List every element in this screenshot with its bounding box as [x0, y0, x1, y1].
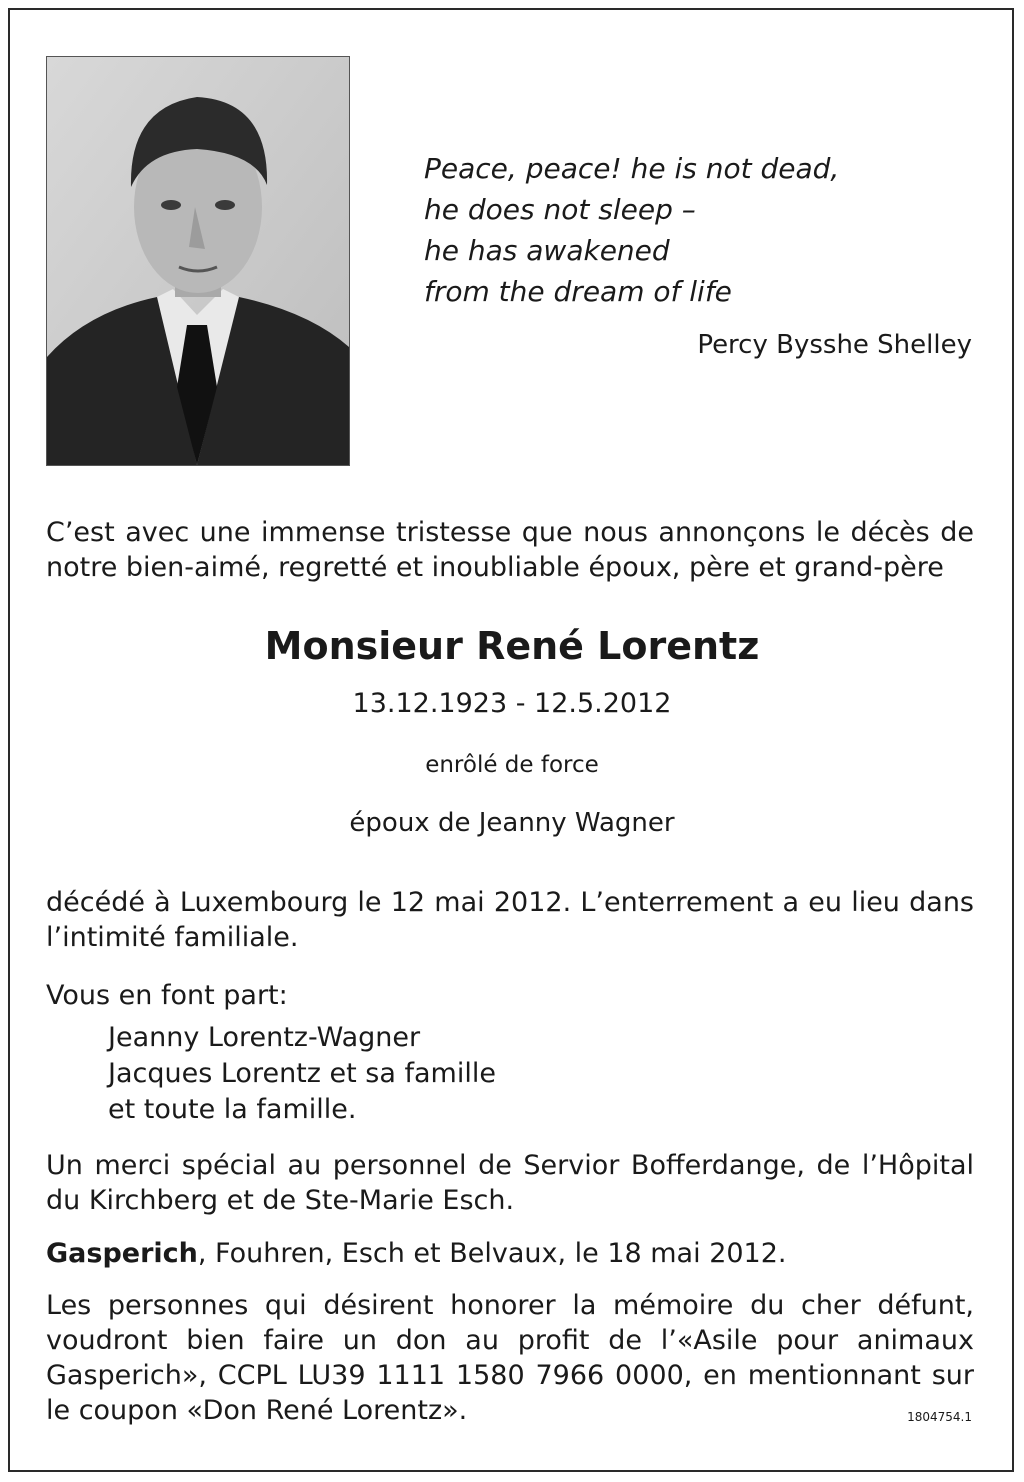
reference-number: 1804754.1 — [907, 1410, 972, 1424]
place-name: Gasperich — [46, 1238, 198, 1269]
poem-line: he does not sleep – — [424, 193, 696, 226]
place-date-rest: , Fouhren, Esch et Belvaux, le 18 mai 2012. — [197, 1238, 787, 1269]
announcer-name: Jeanny Lorentz-Wagner — [108, 1022, 421, 1053]
poem-line: he has awakened — [424, 234, 670, 267]
forced-conscript-note: enrôlé de force — [425, 752, 599, 778]
portrait-photo — [46, 56, 350, 466]
announcer-name: et toute la famille. — [108, 1094, 357, 1125]
donation-text: Les personnes qui désirent honorer la mémoire du cher défunt, voudront bien faire un don au profit de l’«Asile pour animaux Gasperich», CCPL LU39 1111 1580 7966 0000, en mentionnant sur le coupon «Don René Lorentz». — [46, 1290, 974, 1426]
announcer-name: Jacques Lorentz et sa famille — [108, 1058, 496, 1089]
life-dates: 13.12.1923 - 12.5.2012 — [352, 688, 672, 719]
intro-text: C’est avec une immense tristesse que nous annonçons le décès de notre bien-aimé, regretté et inoubliable époux, père et grand-père — [46, 517, 974, 583]
place-date-line — [46, 1236, 974, 1271]
poem-author: Percy Bysshe Shelley — [697, 330, 972, 360]
spouse-line: époux de Jeanny Wagner — [349, 808, 675, 838]
announcers-heading: Vous en font part: — [46, 980, 288, 1011]
poem-quote — [424, 148, 839, 312]
announcers-list — [108, 1020, 496, 1128]
poem-line: Peace, peace! he is not dead, — [424, 152, 840, 185]
death-notice-text: décédé à Luxembourg le 12 mai 2012. L’enterrement a eu lieu dans l’intimité familiale. — [46, 887, 974, 953]
deceased-name: Monsieur René Lorentz — [264, 624, 760, 668]
poem-line: from the dream of life — [424, 275, 732, 308]
thanks-text: Un merci spécial au personnel de Servior Bofferdange, de l’Hôpital du Kirchberg et de Ste-Marie Esch. — [46, 1150, 974, 1216]
